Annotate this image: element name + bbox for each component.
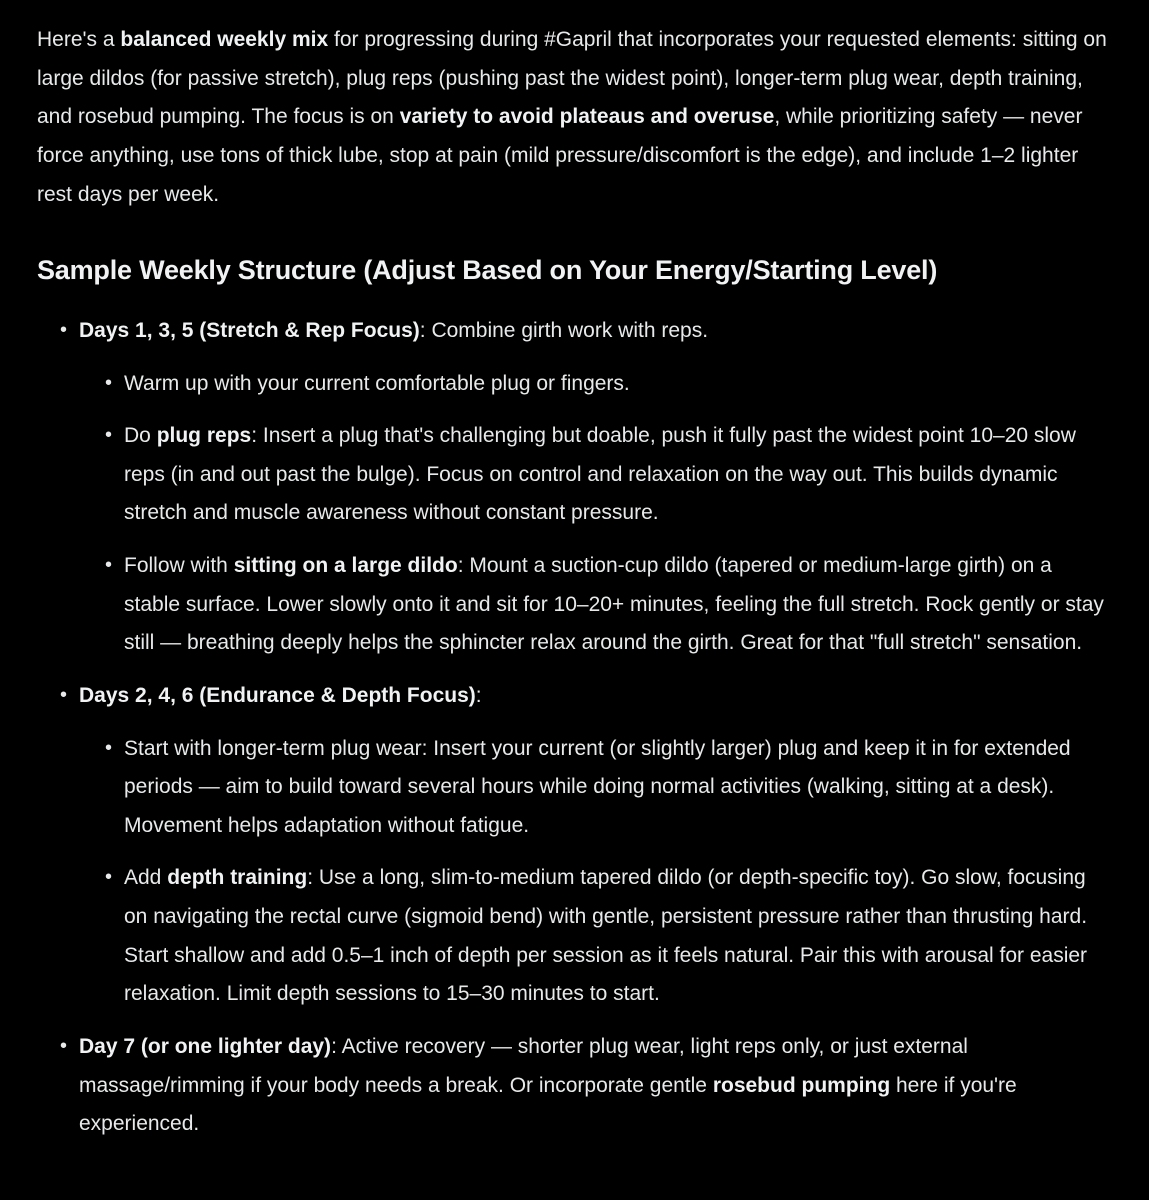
- list-item-plug-reps: [124, 417, 1109, 533]
- list-item-day-7: [79, 1028, 1109, 1144]
- list-item-text: [79, 1028, 1109, 1144]
- text-run: : Active recovery — shorter plug wear, light reps only, or just external massage/rimming if your body needs a break. Or incorporate gentle: [79, 1034, 968, 1097]
- bold-text-run: variety to avoid plateaus and overuse: [399, 105, 775, 129]
- text-run: : Use a long, slim-to-medium tapered dildo (or depth-specific toy). Go slow, focusing on navigating the rectal curve (sigmoid bend) with gentle, persistent pressure rather than thrusting hard. Start shallow and add 0.5–1 inch of depth per session as it feels natural. Pair this with arousal for easier relaxation. Limit depth sessions to 15–30 minutes to start.: [124, 866, 1088, 1006]
- list-item-text: [124, 365, 1109, 404]
- text-run: Follow with: [124, 554, 234, 577]
- list-item-text: [79, 677, 1109, 716]
- text-run: Warm up with your current comfortable plug or fingers.: [124, 371, 630, 395]
- text-run: Here's a: [37, 28, 121, 51]
- text-run: : Insert a plug that's challenging but doable, push it fully past the widest point 10–20 slow reps (in and out past the bulge). Focus on control and relaxation on the way out. This builds dynamic stretch and muscle awareness without constant pressure.: [124, 424, 1076, 525]
- text-run: here if you're experienced.: [79, 1073, 1017, 1136]
- list-item-depth-training: [124, 859, 1109, 1014]
- intro-paragraph: [37, 21, 1109, 214]
- list-item-warm-up: [124, 365, 1109, 404]
- list-item-days-246: [79, 677, 1109, 1014]
- list-item-text: [124, 547, 1109, 663]
- text-run: Start with longer-term plug wear: Insert your current (or slightly larger) plug and keep it in for extended periods — aim to build toward several hours while doing normal activities (walking, sitting at a desk). Movement helps adaptation without fatigue.: [124, 736, 1071, 837]
- list-item-text: [124, 730, 1109, 846]
- bold-text-run: Days 1, 3, 5 (Stretch & Rep Focus): [79, 318, 420, 342]
- days-246-sublist: [79, 730, 1109, 1014]
- list-item-text: [79, 312, 1109, 351]
- text-run: , while prioritizing safety — never force anything, use tons of thick lube, stop at pain (mild pressure/discomfort is the edge), and include 1–2 lighter rest days per week.: [37, 105, 1083, 206]
- text-run: : Combine girth work with reps.: [419, 318, 709, 342]
- bold-text-run: Day 7 (or one lighter day): [79, 1034, 332, 1058]
- text-run: Add: [124, 866, 168, 890]
- list-item-text: [124, 859, 1109, 1014]
- list-item-text: [124, 417, 1109, 533]
- list-item-days-135: [79, 312, 1109, 663]
- list-item-sitting-large-dildo: [124, 547, 1109, 663]
- weekly-structure-list: [37, 312, 1109, 1144]
- bold-text-run: Days 2, 4, 6 (Endurance & Depth Focus): [79, 683, 476, 707]
- text-run: for progressing during #Gapril that incorporates your requested elements: sitting on large dildos (for passive stretch), plug reps (pushing past the widest point), longer-term plug wear, depth training, and rosebud pumping. The focus is on: [37, 28, 1107, 129]
- days-135-sublist: [79, 365, 1109, 663]
- bold-text-run: balanced weekly mix: [120, 28, 329, 51]
- bold-text-run: sitting on a large dildo: [233, 554, 458, 577]
- text-run: : Mount a suction-cup dildo (tapered or medium-large girth) on a stable surface. Lower slowly onto it and sit for 10–20+ minutes, feeling the full stretch. Rock gently or stay still — breathing deeply helps the sphincter relax around the girth. Great for that "full stretch" sensation.: [124, 554, 1104, 655]
- section-heading: Sample Weekly Structure (Adjust Based on Your Energy/Starting Level): [37, 255, 938, 286]
- bold-text-run: depth training: [167, 866, 308, 890]
- bold-text-run: plug reps: [156, 424, 252, 448]
- text-run: :: [475, 683, 482, 707]
- bold-text-run: rosebud pumping: [712, 1073, 891, 1097]
- list-item-plug-wear: [124, 730, 1109, 846]
- text-run: Do: [124, 424, 157, 448]
